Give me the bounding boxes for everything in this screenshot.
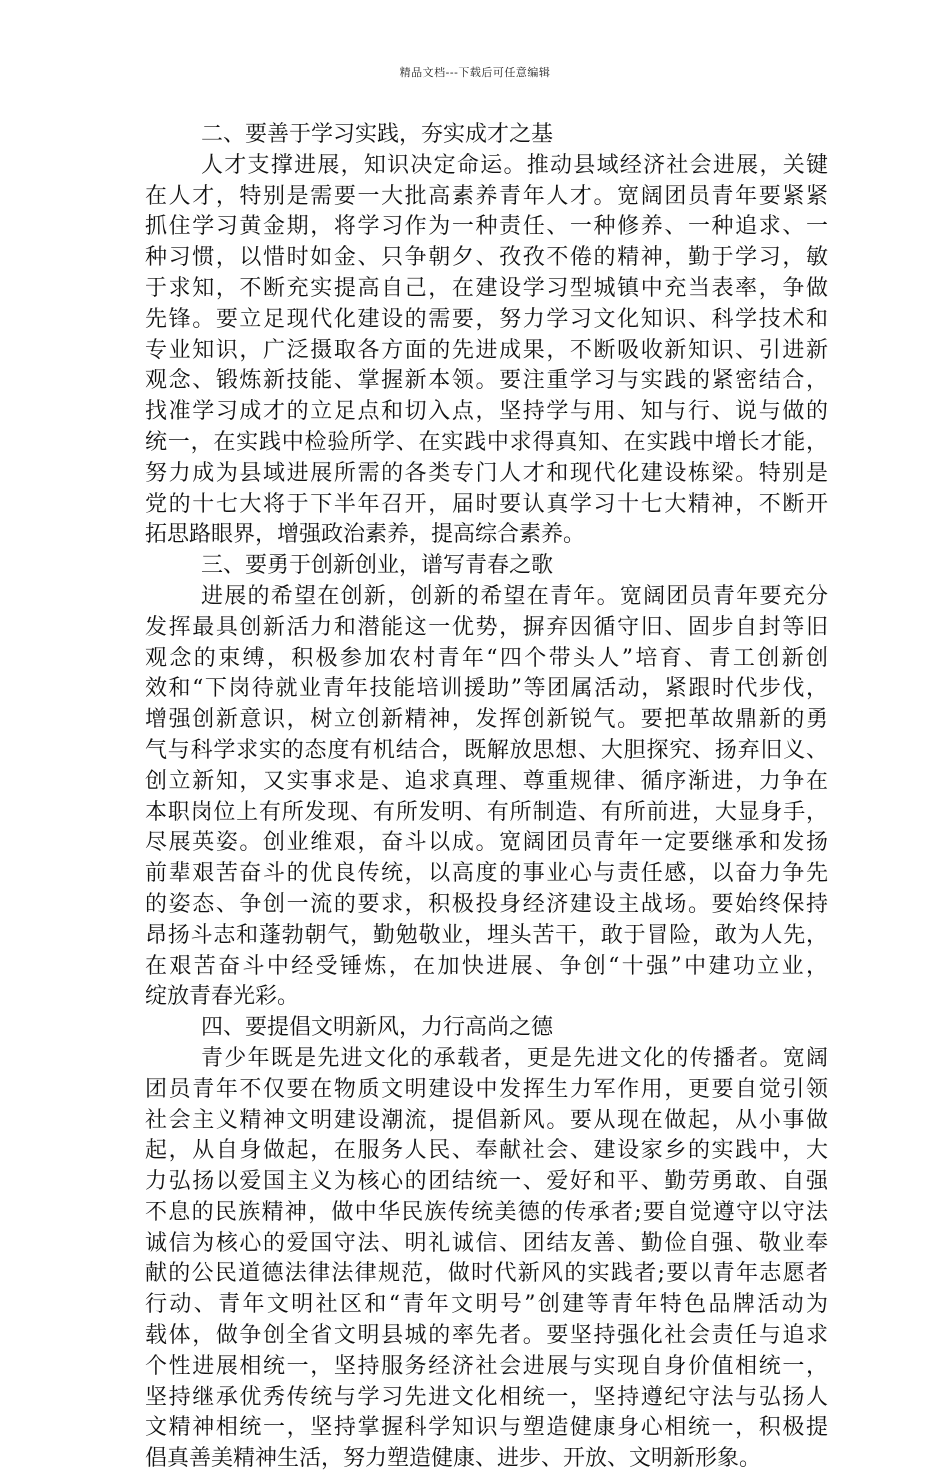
paragraph-line: 昂扬斗志和蓬勃朝气，勤勉敬业，埋头苦干，敢于冒险，敢为人先， [145,922,828,948]
paragraph-line: 抓住学习黄金期，将学习作为一种责任、一种修养、一种追求、一 [145,214,828,240]
paragraph-line: 社会主义精神文明建设潮流，提倡新风。要从现在做起，从小事做 [145,1107,828,1133]
paragraph-line: 本职岗位上有所发现、有所发明、有所制造、有所前进，大显身手， [145,799,828,825]
paragraph-line: 进展的希望在创新，创新的希望在青年。宽阔团员青年要充分 [201,583,828,609]
paragraph-line: 青少年既是先进文化的承载者，更是先进文化的传播者。宽阔 [201,1045,828,1071]
paragraph-line: 找准学习成才的立足点和切入点，坚持学与用、知与行、说与做的 [145,399,828,425]
paragraph-line: 坚持继承优秀传统与学习先进文化相统一，坚持遵纪守法与弘扬人 [145,1384,828,1410]
paragraph-line: 的姿态、争创一流的要求，积极投身经济建设主战场。要始终保持 [145,891,828,917]
section-heading: 二、要善于学习实践，夯实成才之基 [201,122,554,147]
paragraph-line: 尽展英姿。创业维艰，奋斗以成。宽阔团员青年一定要继承和发扬 [145,830,828,856]
paragraph-line: 专业知识，广泛摄取各方面的先进成果，不断吸收新知识、引进新 [145,337,828,363]
paragraph-line: 观念、锻炼新技能、掌握新本领。要注重学习与实践的紧密结合， [145,368,828,394]
paragraph-line: 行动、青年文明社区和“青年文明号”创建等青年特色品牌活动为 [145,1292,828,1318]
paragraph-line: 于求知，不断充实提高自己，在建设学习型城镇中充当表率，争做 [145,275,828,301]
paragraph-line: 倡真善美精神生活，努力塑造健康、进步、开放、文明新形象。 [145,1446,762,1472]
paragraph-line: 创立新知，又实事求是、追求真理、尊重规律、循序渐进，力争在 [145,768,828,794]
paragraph-line: 力弘扬以爱国主义为核心的团结统一、爱好和平、勤劳勇敢、自强 [145,1169,828,1195]
paragraph-line: 在人才，特别是需要一大批高素养青年人才。宽阔团员青年要紧紧 [145,183,828,209]
paragraph-line: 努力成为县域进展所需的各类专门人才和现代化建设栋梁。特别是 [145,460,828,486]
paragraph-line: 效和“下岗待就业青年技能培训援助”等团属活动，紧跟时代步伐， [145,676,828,702]
paragraph-line: 种习惯，以惜时如金、只争朝夕、孜孜不倦的精神，勤于学习，敏 [145,245,828,271]
paragraph-line: 在艰苦奋斗中经受锤炼，在加快进展、争创“十强”中建功立业， [145,953,828,979]
paragraph-line: 前辈艰苦奋斗的优良传统，以高度的事业心与责任感，以奋力争先 [145,861,828,887]
paragraph-line: 人才支撑进展，知识决定命运。推动县域经济社会进展，关键 [201,152,828,178]
section-heading: 三、要勇于创新创业，谱写青春之歌 [201,553,554,579]
paragraph-line: 文精神相统一，坚持掌握科学知识与塑造健康身心相统一，积极提 [145,1415,828,1441]
page-header: 精品文档---下载后可任意编辑 [399,66,551,79]
paragraph-line: 诚信为核心的爱国守法、明礼诚信、团结友善、勤俭自强、敬业奉 [145,1230,828,1256]
paragraph-line: 载体，做争创全省文明县城的率先者。要坚持强化社会责任与追求 [145,1323,828,1349]
paragraph-line: 献的公民道德法律法律规范，做时代新风的实践者;要以青年志愿者 [145,1261,828,1287]
document-body [145,120,828,1475]
paragraph-line: 增强创新意识，树立创新精神，发挥创新锐气。要把革故鼎新的勇 [145,707,828,733]
paragraph-line: 团员青年不仅要在物质文明建设中发挥生力军作用，更要自觉引领 [145,1076,828,1102]
paragraph-line: 观念的束缚，积极参加农村青年“四个带头人”培育、青工创新创 [145,645,828,671]
paragraph-line: 先锋。要立足现代化建设的需要，努力学习文化知识、科学技术和 [145,306,828,332]
paragraph-line: 起，从自身做起，在服务人民、奉献社会、建设家乡的实践中，大 [145,1138,828,1164]
section-heading: 四、要提倡文明新风，力行高尚之德 [201,1015,554,1041]
paragraph-line: 绽放青春光彩。 [145,984,300,1010]
paragraph-line: 不息的民族精神，做中华民族传统美德的传承者;要自觉遵守以守法 [145,1199,828,1225]
paragraph-line: 党的十七大将于下半年召开，届时要认真学习十七大精神，不断开 [145,491,828,517]
paragraph-line: 拓思路眼界，增强政治素养，提高综合素养。 [145,522,586,548]
paragraph-line: 发挥最具创新活力和潜能这一优势，摒弃因循守旧、固步自封等旧 [145,614,828,640]
paragraph-line: 气与科学求实的态度有机结合，既解放思想、大胆探究、扬弃旧义、 [145,737,828,763]
paragraph-line: 统一，在实践中检验所学、在实践中求得真知、在实践中增长才能， [145,429,828,455]
paragraph-line: 个性进展相统一，坚持服务经济社会进展与实现自身价值相统一， [145,1353,828,1379]
